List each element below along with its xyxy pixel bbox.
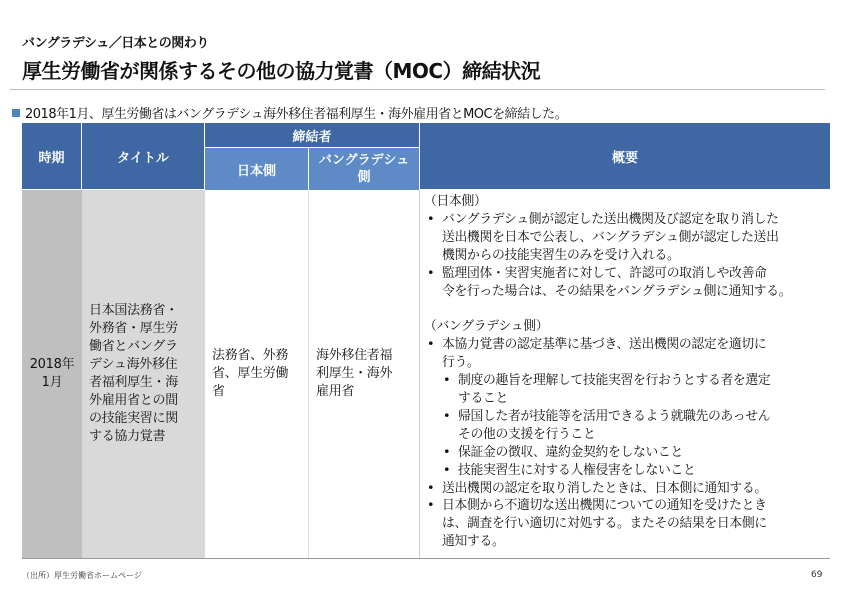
bullet-line: 監理団体・実習実施者に対して、許認可の取消しや改善命: [442, 265, 767, 281]
bullet-icon: •: [427, 498, 435, 514]
bangladesh-heading: （バングラデシュ側）: [424, 319, 549, 335]
bullet-line: 本協力覚書の認定基準に基づき、送出機関の認定を適切に: [442, 337, 767, 353]
bullet-item: [424, 462, 791, 480]
text-line: 働省とバングラ: [89, 339, 178, 354]
bullet-icon: •: [443, 462, 451, 478]
page-title: 厚生労働省が関係するその他の協力覚書（MOC）締結状況: [22, 59, 541, 83]
text-line: 省、厚生労働: [212, 366, 289, 381]
cell-period: [22, 190, 82, 558]
header-line: 側: [357, 170, 371, 185]
lead-text: [12, 103, 567, 122]
square-bullet-icon: [12, 109, 20, 117]
bullet-line: 令を行った場合は、その結果をバングラデシュ側に通知する。: [442, 283, 792, 299]
table-bottom-border: [22, 558, 830, 559]
bullet-item: [424, 336, 791, 372]
source-note: （出所）厚生労働省ホームページ: [22, 571, 142, 580]
text-line: 日本国法務省・: [89, 303, 178, 318]
period-line: 1月: [41, 375, 63, 390]
bullet-icon: •: [443, 373, 451, 389]
cell-summary: [424, 193, 791, 551]
bullet-line: は、調査を行い適切に対処する。またその結果を日本側に: [442, 516, 767, 532]
bullet-line: 日本側から不適切な送出機関についての通知を受けたとき: [442, 498, 767, 514]
text-line: 外務省・厚生労: [89, 321, 178, 336]
cell-japan-side: [205, 190, 309, 558]
bullet-line: バングラデシュ側が認定した送出機関及び認定を取り消した: [442, 211, 779, 227]
header-line: バングラデシュ: [318, 153, 410, 168]
bullet-icon: •: [443, 408, 451, 424]
lead-label: 2018年1月、厚生労働省はバングラデシュ海外移住者福利厚生・海外雇用省とMOCを締結した。: [25, 107, 568, 122]
bullet-line: 送出機関を日本で公表し、バングラデシュ側が認定した送出: [442, 229, 779, 245]
text-line: 海外移住者福: [316, 348, 393, 363]
text-line: 省: [212, 384, 225, 399]
text-line: 者福利厚生・海: [89, 375, 178, 390]
header-title: タイトル: [82, 123, 205, 190]
header-bangladesh-side: [309, 148, 420, 190]
bullet-line: 機関からの技能実習生のみを受け入れる。: [442, 247, 680, 263]
period-line: 2018年: [29, 357, 75, 372]
bullet-item: [424, 408, 791, 444]
japan-heading: （日本側）: [424, 194, 487, 209]
bullet-icon: •: [443, 444, 451, 460]
header-summary: 概要: [420, 123, 830, 190]
bullet-item: [424, 480, 791, 498]
bullet-line: 行う。: [442, 355, 480, 371]
japan-side-text: [212, 347, 288, 401]
text-line: 外雇用省との間: [89, 393, 178, 408]
text-line: 雇用省: [316, 384, 355, 399]
header-period: 時期: [22, 123, 82, 190]
bullet-icon: •: [427, 337, 435, 353]
cell-title: [82, 190, 205, 558]
divider: [10, 89, 825, 90]
bullet-item: [424, 265, 791, 301]
bullet-line: 帰国した者が技能等を活用できるよう就職先のあっせん: [458, 408, 771, 424]
section-label: バングラデシュ／日本との関わり: [22, 36, 209, 51]
bullet-line: すること: [458, 390, 508, 406]
text-line: する協力覚書: [89, 429, 166, 444]
title-text: [89, 302, 178, 446]
text-line: デシュ海外移住: [89, 357, 178, 372]
text-line: の技能実習に関: [89, 411, 178, 426]
header-signatories: 締結者: [205, 123, 420, 148]
bangladesh-side-text: [316, 347, 392, 401]
bullet-item: [424, 444, 791, 462]
text-line: 利厚生・海外: [316, 366, 393, 381]
cell-bangladesh-side: [309, 190, 420, 558]
bullet-icon: •: [427, 211, 435, 227]
bullet-item: [424, 497, 791, 551]
page-number: 69: [811, 570, 823, 580]
bullet-line: 送出機関の認定を取り消したときは、日本側に通知する。: [442, 480, 767, 496]
bullet-line: 技能実習生に対する人権侵害をしないこと: [458, 462, 696, 478]
spacer: [424, 300, 791, 318]
bullet-line: 制度の趣旨を理解して技能実習を行おうとする者を選定: [458, 373, 771, 389]
bullet-item: [424, 211, 791, 265]
bullet-line: 保証金の徴収、違約金契約をしないこと: [458, 444, 683, 460]
bullet-icon: •: [427, 480, 435, 496]
header-japan-side: 日本側: [205, 148, 309, 190]
bullet-line: 通知する。: [442, 534, 505, 550]
text-line: 法務省、外務: [212, 348, 289, 363]
bullet-icon: •: [427, 265, 435, 281]
bullet-item: [424, 372, 791, 408]
bullet-line: その他の支援を行うこと: [458, 426, 596, 442]
